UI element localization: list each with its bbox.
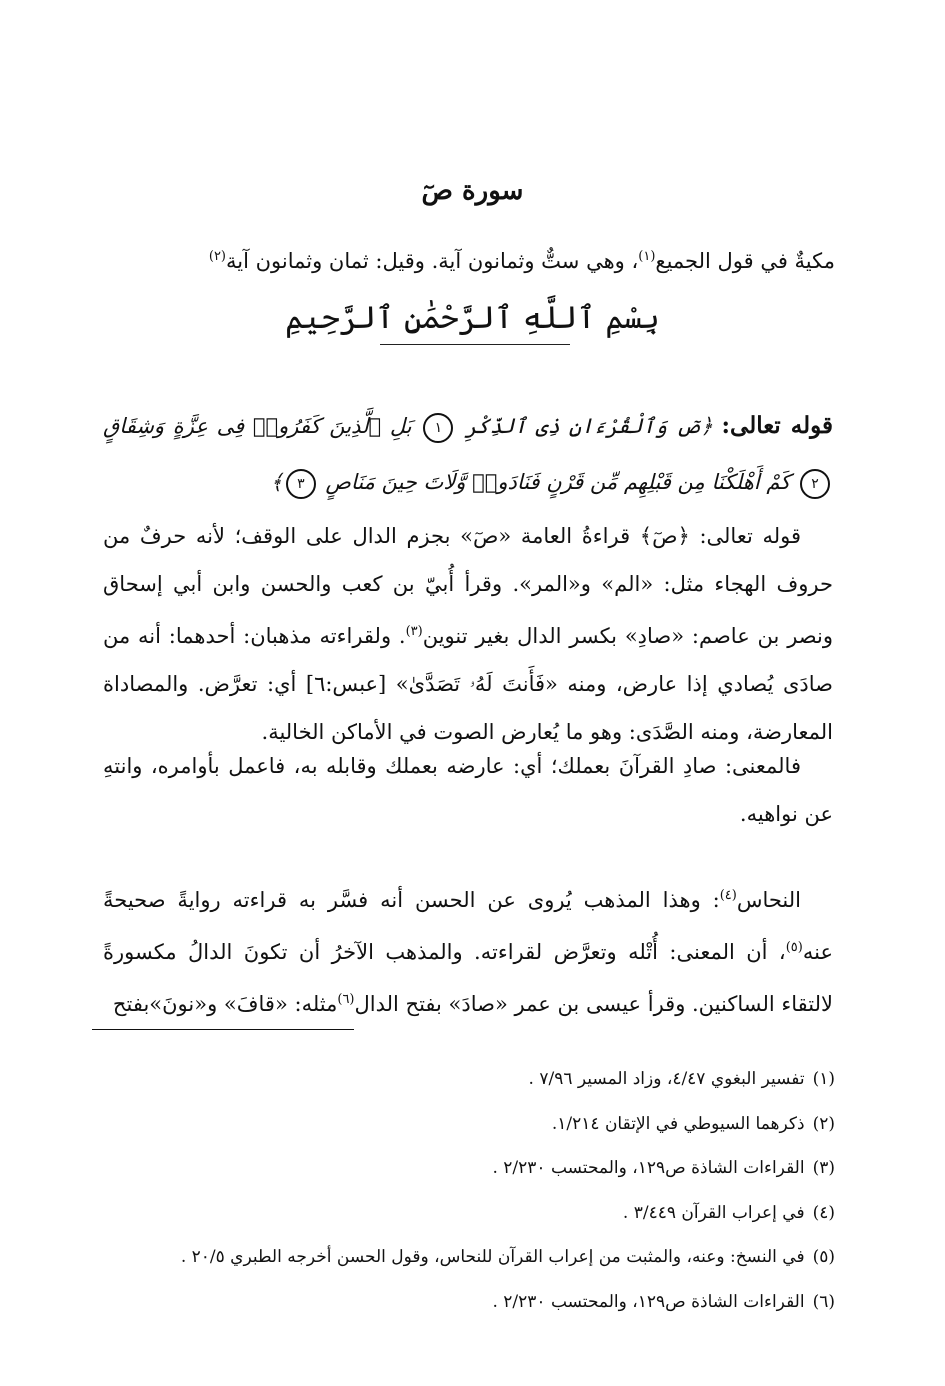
para1-text-a: قوله تعالى: ﴿صٓ﴾ قراءةُ العامة «صٓ» بجزم الدال على الوقف؛ لأنه حرفٌ من حروف الهجاء مثل: «الم» و«المر». وقرأ أُبيّ بن كعب والحسن وابن أبي إسحاق ونصر بن عاصم: «صادِ» بكسر الدال بغير تنوين xyxy=(103,524,833,648)
quran-verse-block xyxy=(103,398,833,510)
ayah-number-2: ٢ xyxy=(800,469,830,499)
footnote-1 xyxy=(105,1064,835,1109)
footnote-number: (١) xyxy=(812,1069,835,1089)
para3-text-c: ، أن المعنى: أُتْله وتعرَّض لقراءته. والمذهب الآخرُ أن تكونَ الدالُ مكسورةً لالتقاء الساكنين. وقرأ عيسى بن عمر «صادَ» بفتح الدال xyxy=(103,940,833,1016)
footnote-ref-3: (٣) xyxy=(405,624,423,639)
footnotes-list xyxy=(105,1064,835,1331)
footnote-6 xyxy=(105,1287,835,1332)
footnote-number: (٢) xyxy=(812,1113,835,1134)
footnote-separator xyxy=(92,1029,354,1030)
footnote-4 xyxy=(105,1198,835,1243)
footnote-text: القراءات الشاذة ص١٢٩، والمحتسب ٢/٢٣٠ . xyxy=(492,1291,805,1312)
footnote-3 xyxy=(105,1153,835,1198)
footnote-ref-5: (٥) xyxy=(785,940,803,955)
paragraph-2 xyxy=(103,742,833,838)
ayah-number-1: ١ xyxy=(423,413,453,443)
basmala-underline xyxy=(380,344,570,345)
footnote-ref-2: (٢) xyxy=(208,249,226,264)
para1-text-b: . ولقراءته مذهبان: أحدهما: أنه من صادَى يُصادي إذا عارض، ومنه «فَأَنتَ لَهُۥ تَصَدَّىٰ» [عبس:٦] أي: تعرَّض. والمصاداة المعارضة، ومنه الصَّدَى: وهو ما يُعارض الصوت في الأماكن الخالية. xyxy=(103,624,833,744)
paragraph-1 xyxy=(103,512,833,756)
footnote-2 xyxy=(105,1109,835,1154)
footnote-text: في إعراب القرآن ٣/٤٤٩ . xyxy=(622,1202,805,1223)
footnote-ref-4: (٤) xyxy=(719,888,737,903)
ayah-text-1: ﴿صٓ وَٱلْقُرْءَانِ ذِى ٱلذِّكْرِ xyxy=(465,414,713,438)
footnote-number: (٥) xyxy=(812,1247,835,1267)
basmala: بِسْمِ ٱللَّهِ ٱلرَّحْمَٰنِ ٱلرَّحِيمِ xyxy=(285,300,660,336)
para3-text-a: النحاس xyxy=(736,888,801,912)
para2-text: فالمعنى: صادِ القرآنَ بعملك؛ أي: عارضه بعملك وقابله به، فاعمل بأوامره، وانتهِ عن نواهيه. xyxy=(103,754,833,826)
intro-text-b: ، وهي ستٌّ وثمانون آية. وقيل: ثمان وثمانون آية xyxy=(226,249,639,273)
footnote-text: تفسير البغوي ٤/٤٧، وزاد المسير ٧/٩٦ . xyxy=(528,1069,805,1089)
footnote-ref-6: (٦) xyxy=(337,992,355,1007)
footnote-text: في النسخ: وعنه، والمثبت من إعراب القرآن للنحاس، وقول الحسن أخرجه الطبري ٢٠/٥ . xyxy=(180,1247,805,1267)
footnote-number: (٣) xyxy=(812,1158,835,1178)
para3-text-b: : وهذا المذهب يُروى عن الحسن أنه فسَّر به قراءته روايةً صحيحةً عنه xyxy=(103,888,833,964)
paragraph-3 xyxy=(103,872,833,1028)
surah-intro xyxy=(115,238,835,280)
para3-text-d: مثله: «قافَ» و«نونَ»بفتح xyxy=(112,992,338,1016)
footnote-text: ذكرهما السيوطي في الإتقان ١/٢١٤. xyxy=(551,1113,805,1134)
footnote-number: (٦) xyxy=(812,1291,835,1312)
verse-lead: قوله تعالى: xyxy=(721,412,833,439)
surah-title: سورة صٓ xyxy=(421,176,524,206)
footnote-5 xyxy=(105,1242,835,1287)
ayah-text-3: كَمْ أَهْلَكْنَا مِن قَبْلِهِم مِّن قَرْنٍ فَنَادَوا۟ وَّلَاتَ حِينَ مَنَاصٍ xyxy=(325,470,791,494)
intro-text-a: مكيةٌ في قول الجميع xyxy=(655,249,835,273)
footnote-ref-1: (١) xyxy=(638,249,656,264)
ayah-close-bracket: ﴾ xyxy=(270,470,283,494)
footnote-number: (٤) xyxy=(812,1202,835,1223)
ayah-text-2: بَلِ ٱلَّذِينَ كَفَرُوا۟ فِى عِزَّةٍ وَشِقَاقٍ xyxy=(103,414,412,438)
footnote-text: القراءات الشاذة ص١٢٩، والمحتسب ٢/٢٣٠ . xyxy=(492,1158,805,1178)
ayah-number-3: ٣ xyxy=(286,469,316,499)
